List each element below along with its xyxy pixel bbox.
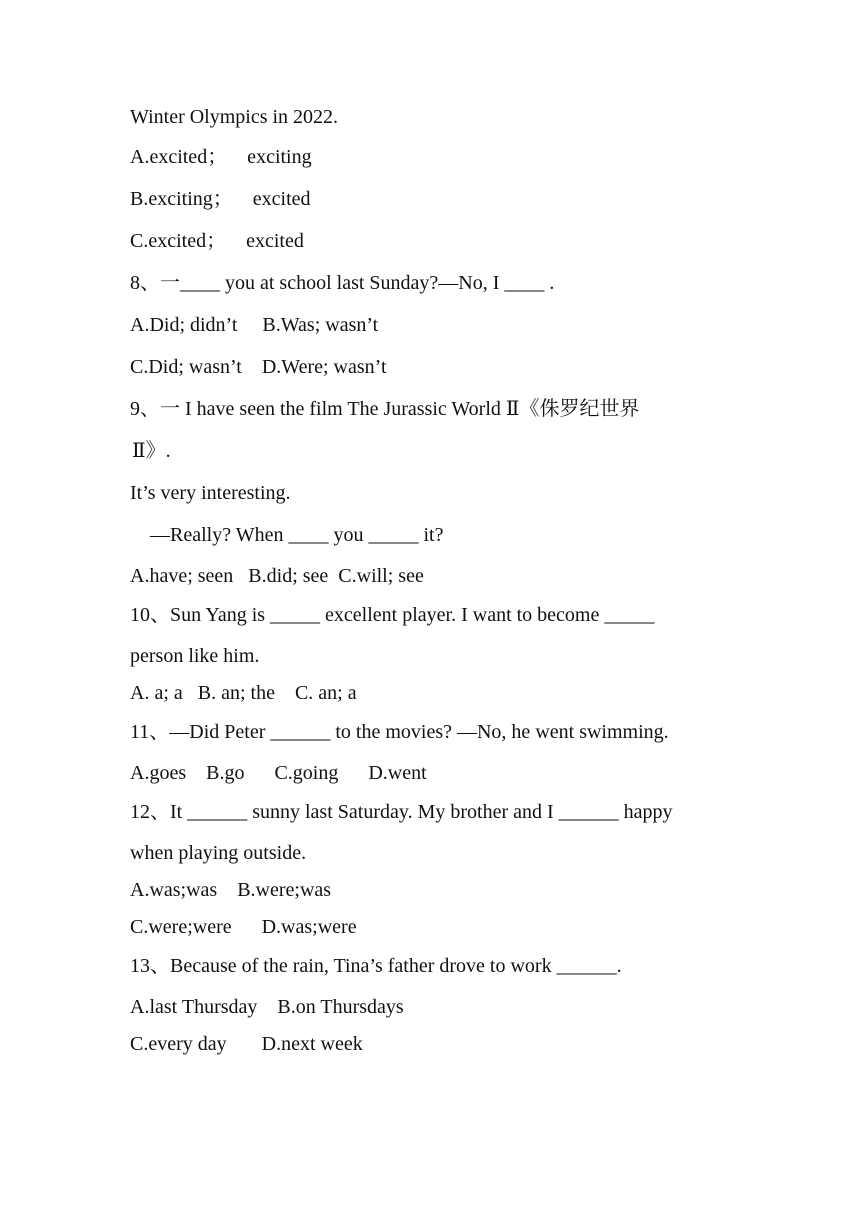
question-13-stem: 13、Because of the rain, Tina’s father drove to work ______. bbox=[130, 955, 622, 977]
question-9-stem-continuation: Ⅱ》. bbox=[132, 440, 171, 462]
question-12-stem-continuation: when playing outside. bbox=[130, 842, 307, 864]
question-8-options-cd: C.Did; wasn’t D.Were; wasn’t bbox=[130, 356, 387, 378]
question-13-options-cd: C.every day D.next week bbox=[130, 1033, 363, 1055]
question-10-stem-continuation: person like him. bbox=[130, 645, 260, 667]
question-7-option-c: C.excited； excited bbox=[130, 230, 304, 252]
question-12-stem: 12、It ______ sunny last Saturday. My brother and I ______ happy bbox=[130, 801, 673, 823]
question-10-options: A. a; a B. an; the C. an; a bbox=[130, 682, 357, 704]
question-12-options-ab: A.was;was B.were;was bbox=[130, 879, 332, 901]
question-12-options-cd: C.were;were D.was;were bbox=[130, 916, 357, 938]
question-7-option-b: B.exciting； excited bbox=[130, 188, 311, 210]
question-9-dialogue-line-1: It’s very interesting. bbox=[130, 482, 291, 504]
question-10-stem: 10、Sun Yang is _____ excellent player. I want to become _____ bbox=[130, 604, 655, 626]
question-8-options-ab: A.Did; didn’t B.Was; wasn’t bbox=[130, 314, 379, 336]
question-11-options: A.goes B.go C.going D.went bbox=[130, 762, 427, 784]
question-7-option-a: A.excited； exciting bbox=[130, 146, 312, 168]
question-13-options-ab: A.last Thursday B.on Thursdays bbox=[130, 996, 404, 1018]
question-8-stem: 8、一____ you at school last Sunday?—No, I ____ . bbox=[130, 272, 555, 294]
question-9-dialogue-line-2: —Really? When ____ you _____ it? bbox=[150, 524, 444, 546]
question-9-stem: 9、一 I have seen the film The Jurassic World Ⅱ《侏罗纪世界 bbox=[130, 398, 640, 420]
question-7-stem-continuation: Winter Olympics in 2022. bbox=[130, 106, 339, 128]
question-9-options: A.have; seen B.did; see C.will; see bbox=[130, 565, 424, 587]
question-11-stem: 11、—Did Peter ______ to the movies? —No, he went swimming. bbox=[130, 721, 669, 743]
